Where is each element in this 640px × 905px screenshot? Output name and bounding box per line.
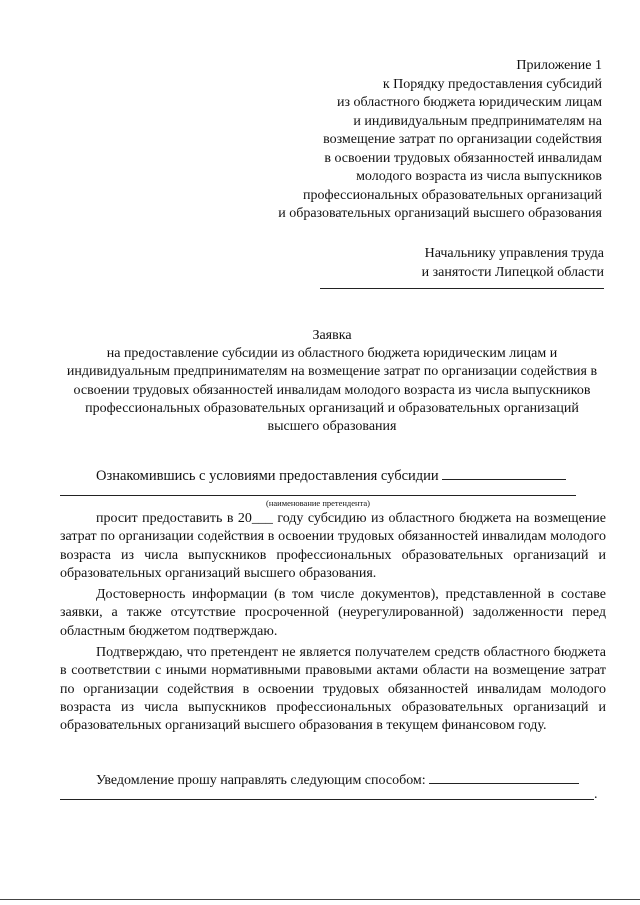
appendix-line: и индивидуальным предпринимателям на <box>353 113 602 129</box>
document-title <box>60 327 604 436</box>
appendix-line: из областного бюджета юридическим лицам <box>337 95 602 110</box>
addressee-block <box>422 244 604 282</box>
appendix-line: Приложение 1 <box>516 58 602 73</box>
appendix-line: молодого возраста из числа выпускников <box>356 169 602 184</box>
appendix-line: возмещение затрат по организации содействия <box>323 132 602 147</box>
addressee-fill-line[interactable] <box>320 288 604 289</box>
appendix-line: в освоении трудовых обязанностей инвалидам <box>324 150 602 166</box>
body-paragraph: просит предоставить в 20___ году субсидию из областного бюджета на возмещение затрат по организации содействия в освоении трудовых обязанностей инвалидам молодого возраста из числа выпускников профессиональных образовательных организаций и образовательных организаций высшего образования. <box>60 511 606 581</box>
body-paragraph: Достоверность информации (в том числе документов), представленной в составе заявки, а также отсутствие просроченной (неурегулированной) задолженности перед областным бюджетом подтверждаю. <box>60 587 606 639</box>
applicant-name-caption: (наименование претендента) <box>266 498 370 508</box>
intro-text: Ознакомившись с условиями предоставления субсидии <box>96 468 439 484</box>
title-subtitle: на предоставление субсидии из областного бюджета юридическим лицам и индивидуальным предпринимателям на возмещение затрат по организации содействия в освоении трудовых обязанностей инвалидам молодого возраста из числа выпускников профессиональных образовательных организаций и образовательных организаций высшего образования <box>66 346 598 435</box>
notify-method-line[interactable] <box>60 799 594 800</box>
appendix-line: к Порядку предоставления субсидий <box>382 76 602 92</box>
body-paragraph: Подтверждаю, что претендент не является получателем средств областного бюджета в соответствии с иными нормативными правовыми актами области на возмещение затрат по организации содействия в освоении трудовых обязанностей инвалидам молодого возраста из числа выпускников профессиональных образовательных организаций и образовательных организаций высшего образования в текущем финансовом году. <box>60 645 606 734</box>
notify-period: . <box>594 787 598 802</box>
applicant-name-line[interactable] <box>60 495 576 496</box>
notify-method-field[interactable] <box>429 769 579 784</box>
notify-line <box>96 769 579 789</box>
appendix-line: профессиональных образовательных организаций <box>303 187 602 203</box>
page-bottom-rule <box>0 899 640 900</box>
applicant-name-field[interactable] <box>442 465 566 480</box>
appendix-line: и образовательных организаций высшего образования <box>278 206 602 221</box>
title-heading: Заявка <box>312 328 352 343</box>
notify-label: Уведомление прошу направлять следующим способом: <box>96 773 426 788</box>
addressee-line: Начальнику управления труда <box>424 246 604 261</box>
addressee-line: и занятости Липецкой области <box>421 265 604 280</box>
application-body <box>60 510 606 739</box>
appendix-block <box>278 57 602 224</box>
intro-line <box>96 465 566 485</box>
